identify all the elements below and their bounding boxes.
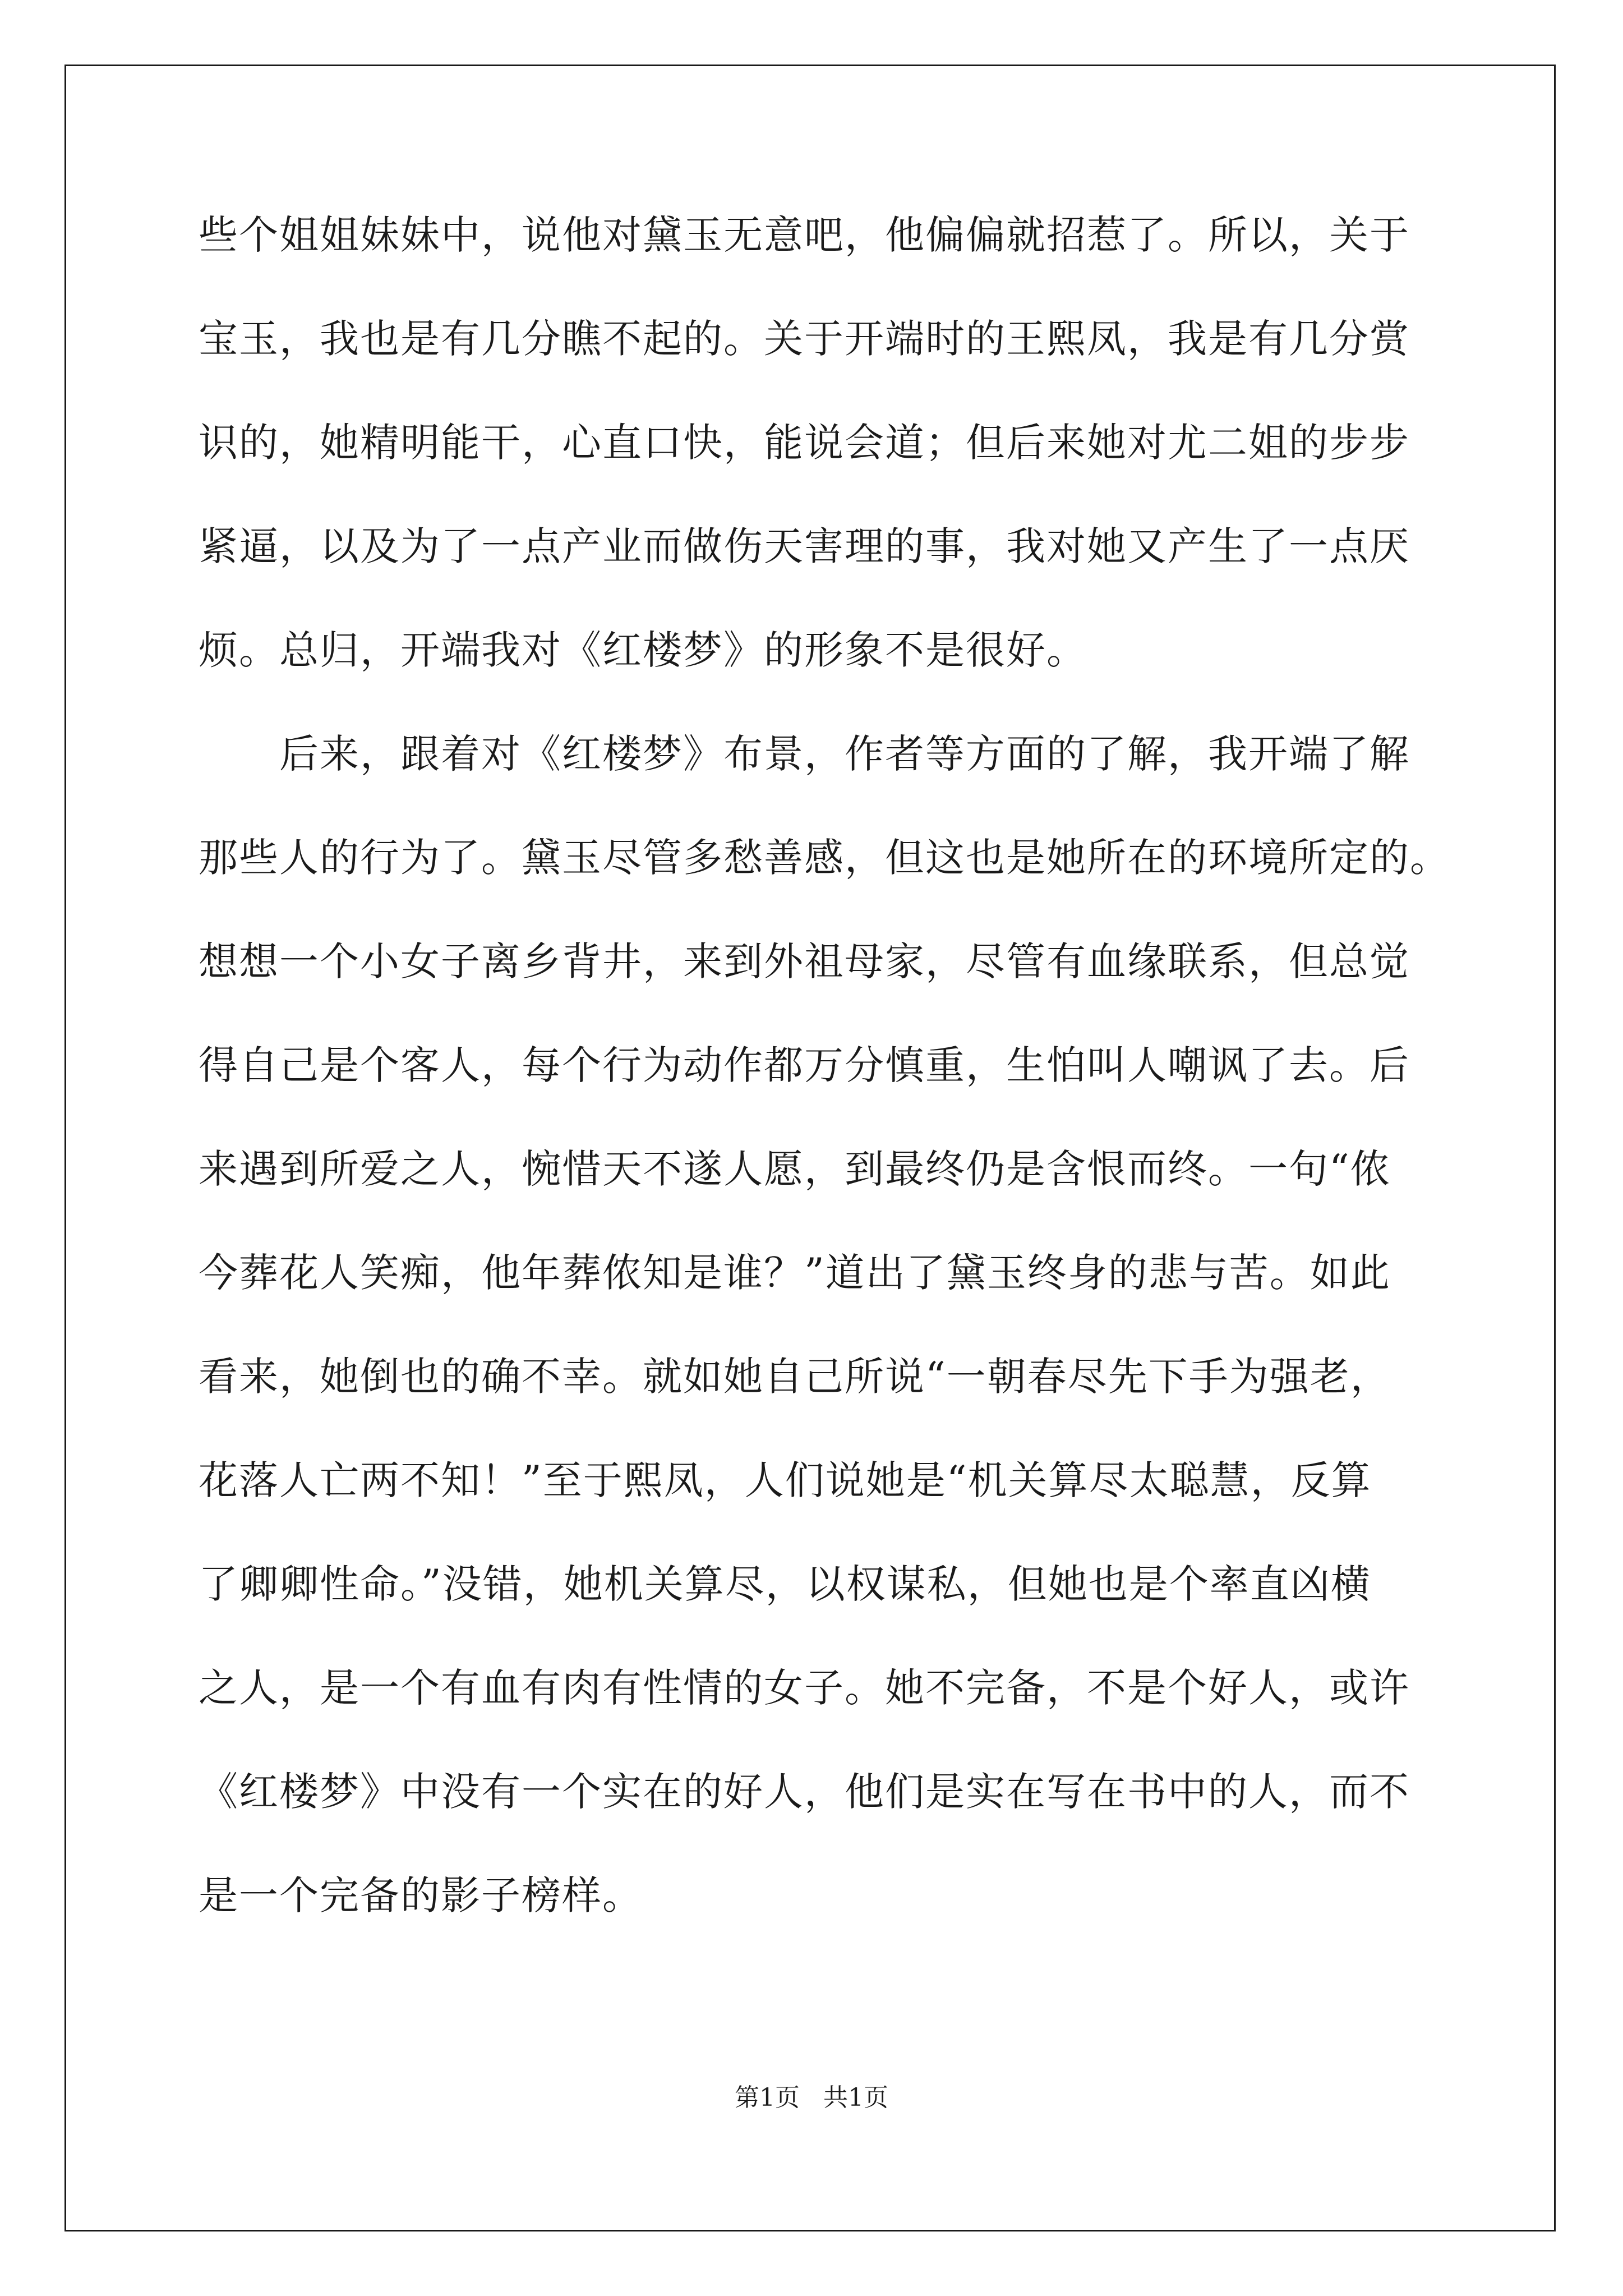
body-text-line: 之人，是一个有血有肉有性情的女子。她不完备，不是个好人，或许 <box>199 1665 1410 1711</box>
body-text-line: 识的，她精明能干，心直口快，能说会道；但后来她对尤二姐的步步 <box>199 420 1410 466</box>
body-text-line: 宝玉，我也是有几分瞧不起的。关于开端时的王熙凤，我是有几分赏 <box>199 316 1410 362</box>
body-text-line: 那些人的行为了。黛玉尽管多愁善感，但这也是她所在的环境所定的。 <box>199 835 1450 881</box>
body-text-line: 花落人亡两不知！”至于熙凤，人们说她是“机关算尽太聪慧，反算 <box>199 1457 1372 1503</box>
body-text-line: 来遇到所爱之人，惋惜天不遂人愿，到最终仍是含恨而终。一句“侬 <box>199 1146 1391 1192</box>
body-text-line: 后来，跟着对《红楼梦》布景，作者等方面的了解，我开端了解 <box>199 731 1410 777</box>
body-text-line: 看来，她倒也的确不幸。就如她自己所说“一朝春尽先下手为强老， <box>199 1354 1391 1400</box>
page-number-footer: 第1页 共1页 <box>735 2083 888 2112</box>
body-text-line: 烦。总归，开端我对《红楼梦》的形象不是很好。 <box>199 627 1087 673</box>
body-text-line: 想想一个小女子离乡背井，来到外祖母家，尽管有血缘联系，但总觉 <box>199 938 1410 984</box>
body-text-line: 今葬花人笑痴，他年葬侬知是谁？”道出了黛玉终身的悲与苦。如此 <box>199 1250 1391 1296</box>
body-text-line: 《红楼梦》中没有一个实在的好人，他们是实在写在书中的人，而不 <box>199 1769 1410 1815</box>
body-text-line: 些个姐姐妹妹中，说他对黛玉无意吧，他偏偏就招惹了。所以，关于 <box>199 212 1410 258</box>
body-text-line: 是一个完备的影子榜样。 <box>199 1872 643 1918</box>
body-text-line: 了卿卿性命。”没错，她机关算尽，以权谋私，但她也是个率直凶横 <box>199 1561 1371 1607</box>
body-text-line: 得自己是个客人，每个行为动作都万分慎重，生怕叫人嘲讽了去。后 <box>199 1042 1410 1088</box>
body-text-line: 紧逼，以及为了一点产业而做伤天害理的事，我对她又产生了一点厌 <box>199 523 1410 569</box>
